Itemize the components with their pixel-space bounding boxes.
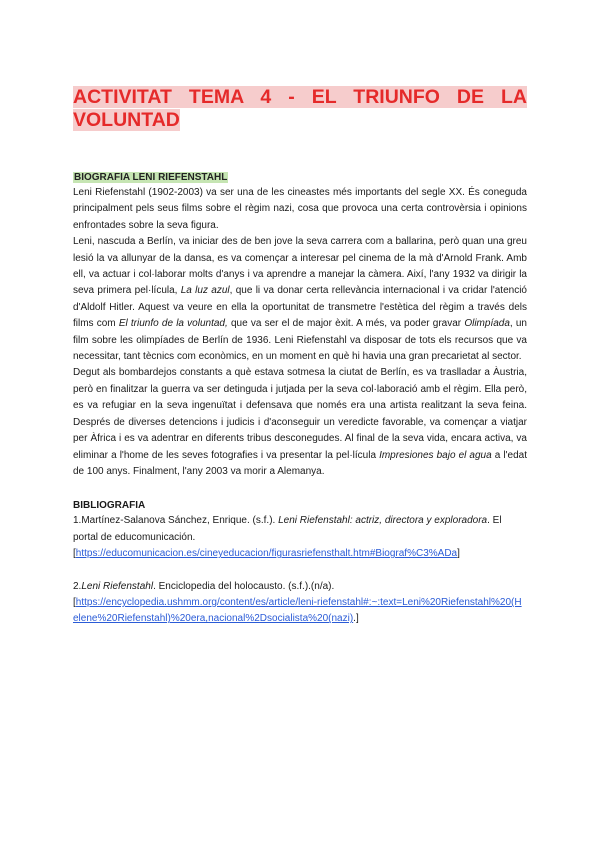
ref-2-open-bracket: [ [73,596,76,608]
paragraph-intro: Leni Riefenstahl (1902-2003) va ser una de les cineastes més importants del segle XX. És coneguda principalment pels seus films sobre el règim nazi, cosa que provoca una certa controvèrsia i opinions enfrontades sobre la seva figura. [73,187,527,231]
film-title-la-luz-azul: La luz azul [180,285,230,297]
film-title-el-triunfo: El triunfo de la voluntad, [118,318,228,330]
paragraph-later-life-part-2: a l'edat de 100 anys. Finalment, l'any 2003 va morir a Alemanya. [73,449,527,477]
paragraph-career-part-1: Leni, nascuda a Berlín, va iniciar des de ben jove la seva carrera com a ballarina, però quan una greu lesió la va allunyar de la dansa, es va començar a interesar pel cinema de la mà d'Arnold Frank. Amb ell, va actuar i col·laborar molts d'anys i va aprendre a manejar la càmera. Així, l'any 1932 va dirigir la seva primera pel·lícula, [73,236,527,297]
section-heading-text: BIOGRAFIA LENI RIEFENSTAHL [74,172,228,183]
ref-spacer [73,563,527,579]
ref-1-prefix: 1.Martínez-Salanova Sánchez, Enrique. (s.f.). [73,515,279,527]
paragraph-career-part-3: que va ser el de major èxit. A més, va poder gravar [227,318,465,330]
paragraph-career-part-2: , que li va donar certa rellevància internacional i va cridar l'atenció d'Aldolf Hitler. Aquest va veure en ella la oportunitat de transmetre l'estètica del règim a través dels films com [73,285,527,330]
paragraph-career [73,234,527,365]
paragraph-later-life [73,365,527,480]
film-title-olimpiada: Olimpíada [464,318,510,330]
page-title [73,86,527,132]
paragraph-career-part-4: , un film sobre les olimpíades de Berlín de 1936. Leni Riefenstahl va disposar de tots els recursos que va necessitar, tant tècnics com econòmics, en un moment en què hi havia una gran precarietat al sector. [73,318,527,363]
bibliography-heading: BIBLIOGRAFIA [73,500,146,512]
ref-1-open-bracket: [ [73,548,76,560]
ref-1-suffix: . El portal de educomunicación. [73,515,502,543]
ref-1-close-bracket: ] [457,548,460,560]
ref-1-link[interactable]: https://educomunicacion.es/cineyeducacion/figurasriefensthalt.htm#Biograf%C3%ADa [75,548,458,560]
page-title-text: ACTIVITAT TEMA 4 - EL TRIUNFO DE LA VOLUNTAD [73,86,527,131]
ref-2-link[interactable]: https://encyclopedia.ushmm.org/content/es/article/leni-riefenstahl#:~:text=Leni%20Riefenstahl%20(Helene%20Riefenstahl)%20era,nacional%2Dsocialista%20(nazi) [73,596,522,625]
bibliography-ref-2 [73,579,527,628]
document-content [73,86,527,628]
ref-2-suffix: . Enciclopedia del holocausto. (s.f.).(n/a). [153,580,335,592]
ref-1-title: Leni Riefenstahl: actriz, directora y exploradora [278,515,488,527]
ref-2-prefix: 2. [73,580,82,592]
film-title-impresiones: Impresiones bajo el agua [379,449,492,461]
ref-2-close-bracket: .] [353,613,359,625]
ref-2-title: Leni Riefenstahl [81,580,154,592]
section-heading [73,170,527,185]
paragraph-later-life-part-1: Degut als bombardejos constants a què estava sotmesa la ciutat de Berlín, es va traslladar a Àustria, però en finalitzar la guerra va ser detinguda i jutjada per la seva col·laboració amb el règim. Ella però, es va refugiar en la seva ingenuïtat i defensava que només era una artista realitzant la seva feina. Després de diverses detencions i judicis i d'aconseguir un veredicte favorable, va començar a viatjar per Àfrica i es va adentrar en diferents tribus desconegudes. Al final de la seva vida, encara activa, va eliminar a l'home de les seves fotografies i va presentar la pel·lícula [73,367,527,461]
bibliography-ref-1 [73,513,527,562]
